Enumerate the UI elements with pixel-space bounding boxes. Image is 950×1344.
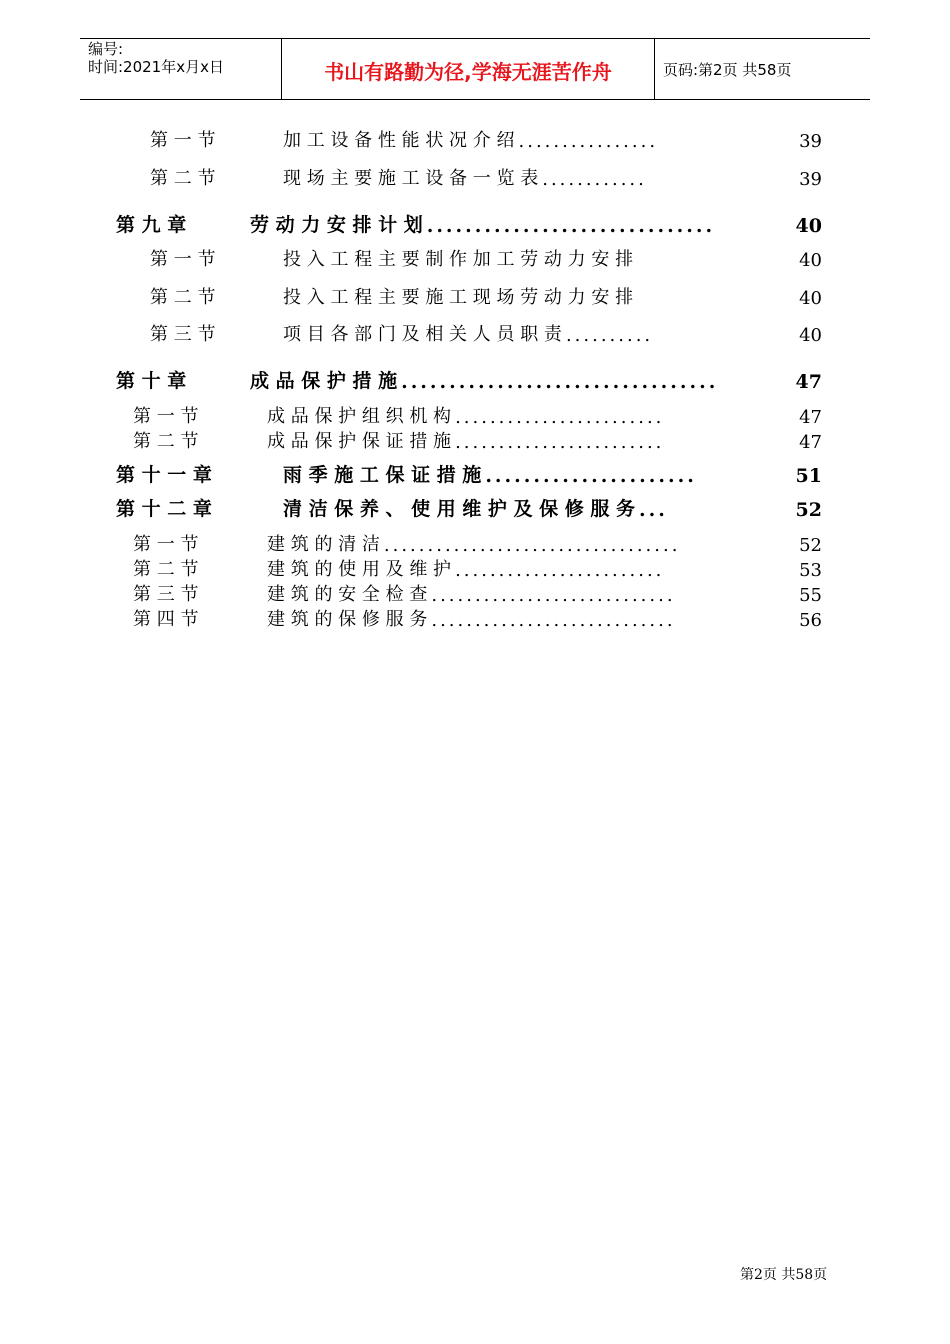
toc-chapter-page: 47 <box>795 371 822 393</box>
toc-chapter-page: 40 <box>795 215 822 237</box>
toc-chapter[interactable] <box>116 497 822 521</box>
toc-entry-leader: .................................. <box>383 535 681 556</box>
toc-entry-title: 投 入 工 程 主 要 施 工 现 场 劳 动 力 安 排 <box>283 287 634 308</box>
toc-entry-number: 第 一 节 <box>133 406 199 427</box>
toc-chapter-page: 52 <box>795 499 822 521</box>
toc-entry-page: 39 <box>799 131 822 152</box>
toc-chapter-leader: ... <box>639 499 668 521</box>
toc-chapter-title: 清 洁 保 养 、 使 用 维 护 及 保 修 服 务 <box>283 498 635 520</box>
toc-entry-leader: ............................ <box>431 610 676 631</box>
toc-entry-page: 39 <box>799 169 822 190</box>
toc-entry-page: 40 <box>799 250 822 271</box>
toc-entry-page: 47 <box>799 407 822 428</box>
toc-entry-title: 成 品 保 护 保 证 措 施 <box>267 431 452 452</box>
toc-chapter[interactable] <box>116 213 822 237</box>
header-bottom-rule <box>80 99 870 100</box>
toc-entry-leader: ............................ <box>431 585 676 606</box>
toc-chapter[interactable] <box>116 463 822 487</box>
date-label: 时间:2021年x月x日 <box>88 58 224 76</box>
toc-entry-page: 40 <box>799 325 822 346</box>
toc-entry[interactable] <box>133 404 822 428</box>
toc-entry[interactable] <box>150 128 822 152</box>
toc-entry-number: 第 一 节 <box>150 130 216 151</box>
page-footer: 第2页 共58页 <box>740 1267 828 1283</box>
toc-entry-leader: .......... <box>565 325 654 346</box>
toc-entry-page: 40 <box>799 288 822 309</box>
header-divider-right <box>654 38 655 100</box>
toc-chapter-title: 劳 动 力 安 排 计 划 <box>250 214 423 236</box>
toc-entry[interactable] <box>133 582 822 606</box>
toc-entry-number: 第 三 节 <box>133 584 199 605</box>
toc-entry-leader: ........................ <box>455 560 665 581</box>
header-motto: 书山有路勤为径,学海无涯苦作舟 <box>324 60 612 84</box>
toc-entry-page: 52 <box>799 535 822 556</box>
header-page-info: 页码:第2页 共58页 <box>663 61 792 79</box>
toc-chapter-leader: ................................. <box>401 371 719 393</box>
toc-entry-number: 第 二 节 <box>133 559 199 580</box>
header-meta <box>88 40 224 76</box>
toc-entry-title: 建 筑 的 使 用 及 维 护 <box>267 559 452 580</box>
toc-entry[interactable] <box>133 532 822 556</box>
toc-entry-number: 第 四 节 <box>133 609 199 630</box>
toc-entry-page: 56 <box>799 610 822 631</box>
toc-entry-page: 53 <box>799 560 822 581</box>
toc-entry-leader: ................ <box>518 131 659 152</box>
toc-entry-title: 加 工 设 备 性 能 状 况 介 绍 <box>283 130 515 151</box>
toc-entry-title: 现 场 主 要 施 工 设 备 一 览 表 <box>283 168 539 189</box>
toc-entry-number: 第 二 节 <box>150 287 216 308</box>
toc-entry-number: 第 一 节 <box>150 249 216 270</box>
toc-chapter-leader: ...................... <box>485 465 697 487</box>
toc-entry-page: 55 <box>799 585 822 606</box>
toc-entry-leader: ........................ <box>455 407 665 428</box>
toc-entry-title: 建 筑 的 清 洁 <box>267 534 380 555</box>
toc-entry-leader: ............ <box>542 169 647 190</box>
toc-entry[interactable] <box>133 557 822 581</box>
toc-entry[interactable] <box>133 429 822 453</box>
toc-chapter-title: 成 品 保 护 措 施 <box>250 370 398 392</box>
toc-entry-number: 第 二 节 <box>150 168 216 189</box>
toc-entry-title: 项 目 各 部 门 及 相 关 人 员 职 责 <box>283 324 562 345</box>
toc-entry[interactable] <box>150 247 822 271</box>
toc-entry-title: 投 入 工 程 主 要 制 作 加 工 劳 动 力 安 排 <box>283 249 634 270</box>
toc-entry-number: 第 一 节 <box>133 534 199 555</box>
toc-chapter-number: 第 十 二 章 <box>116 498 212 520</box>
toc-chapter-number: 第 九 章 <box>116 214 187 236</box>
toc-chapter-number: 第 十 章 <box>116 370 187 392</box>
toc-chapter-number: 第 十 一 章 <box>116 464 212 486</box>
toc-entry[interactable] <box>133 607 822 631</box>
toc-entry-leader: ........................ <box>455 432 665 453</box>
toc-entry-title: 成 品 保 护 组 织 机 构 <box>267 406 452 427</box>
toc-entry-title: 建 筑 的 保 修 服 务 <box>267 609 428 630</box>
toc-chapter-leader: .............................. <box>426 215 716 237</box>
toc-chapter-title: 雨 季 施 工 保 证 措 施 <box>283 464 482 486</box>
serial-number-label: 编号: <box>88 40 124 58</box>
toc-chapter[interactable] <box>116 369 822 393</box>
toc-entry-title: 建 筑 的 安 全 检 查 <box>267 584 428 605</box>
toc-entry-number: 第 三 节 <box>150 324 216 345</box>
toc-entry[interactable] <box>150 322 822 346</box>
toc-entry[interactable] <box>150 285 822 309</box>
toc-entry-page: 47 <box>799 432 822 453</box>
header-top-rule <box>80 38 870 39</box>
toc-entry[interactable] <box>150 166 822 190</box>
toc-chapter-page: 51 <box>795 465 822 487</box>
toc-entry-number: 第 二 节 <box>133 431 199 452</box>
